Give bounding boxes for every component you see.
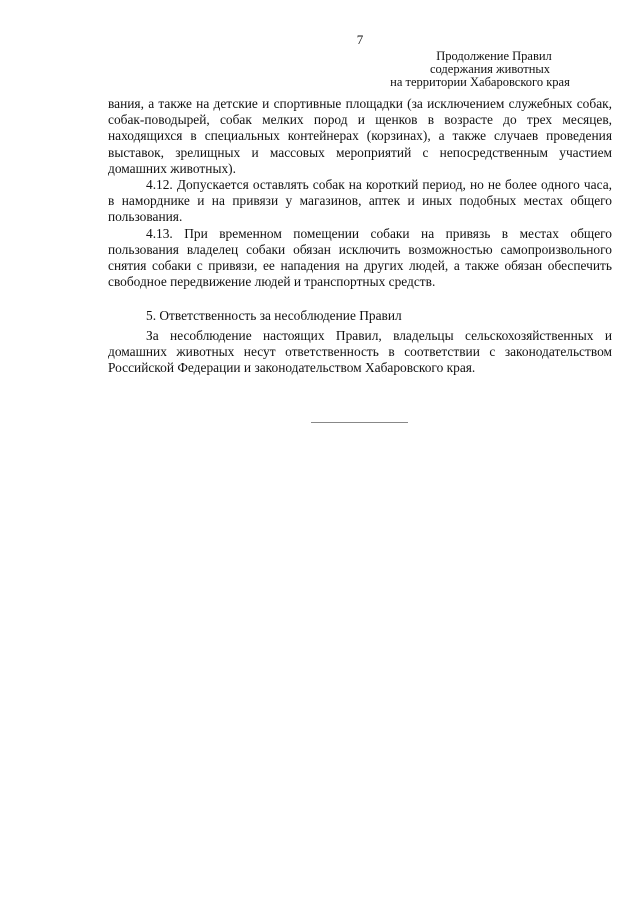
document-body xyxy=(108,96,612,376)
running-header-line-2: содержания животных xyxy=(429,62,551,76)
section-5-heading: 5. Ответственность за несоблюдение Правил xyxy=(146,308,402,324)
running-header-line-3: на территории Хабаровского края xyxy=(390,75,570,89)
end-of-text-rule xyxy=(311,422,408,423)
running-header xyxy=(370,50,610,89)
paragraph-continued: вания, а также на детские и спортивные площадки (за исключением служебных собак, собак-поводырей, собак мелких пород и щенков в возрасте до трех месяцев, находящихся в специальных контейнерах (корзинах), а также случаев проведения выставок, зрелищных и массовых мероприятий с непосредственным участием домашних животных). xyxy=(108,96,612,176)
section-5-paragraph: За несоблюдение настоящих Правил, владельцы сельскохозяйственных и домашних животных несут ответственность в соответствии с законодательством Российской Федерации и законодательством Хабаровского края. xyxy=(108,327,612,376)
paragraph-4-12: 4.12. Допускается оставлять собак на короткий период, но не более одного часа, в наморднике и на привязи у магазинов, аптек и иных подобных местах общего пользования. xyxy=(108,177,612,225)
page-number: 7 xyxy=(356,32,364,47)
paragraph-4-13: 4.13. При временном помещении собаки на привязь в местах общего пользования владелец собаки обязан исключить возможностью самопроизвольного снятия собаки с привязи, ее нападения на других людей, а также обязан обеспечить свободное передвижение людей и транспортных средств. xyxy=(108,225,612,290)
running-header-line-1: Продолжение Правил xyxy=(436,49,552,63)
